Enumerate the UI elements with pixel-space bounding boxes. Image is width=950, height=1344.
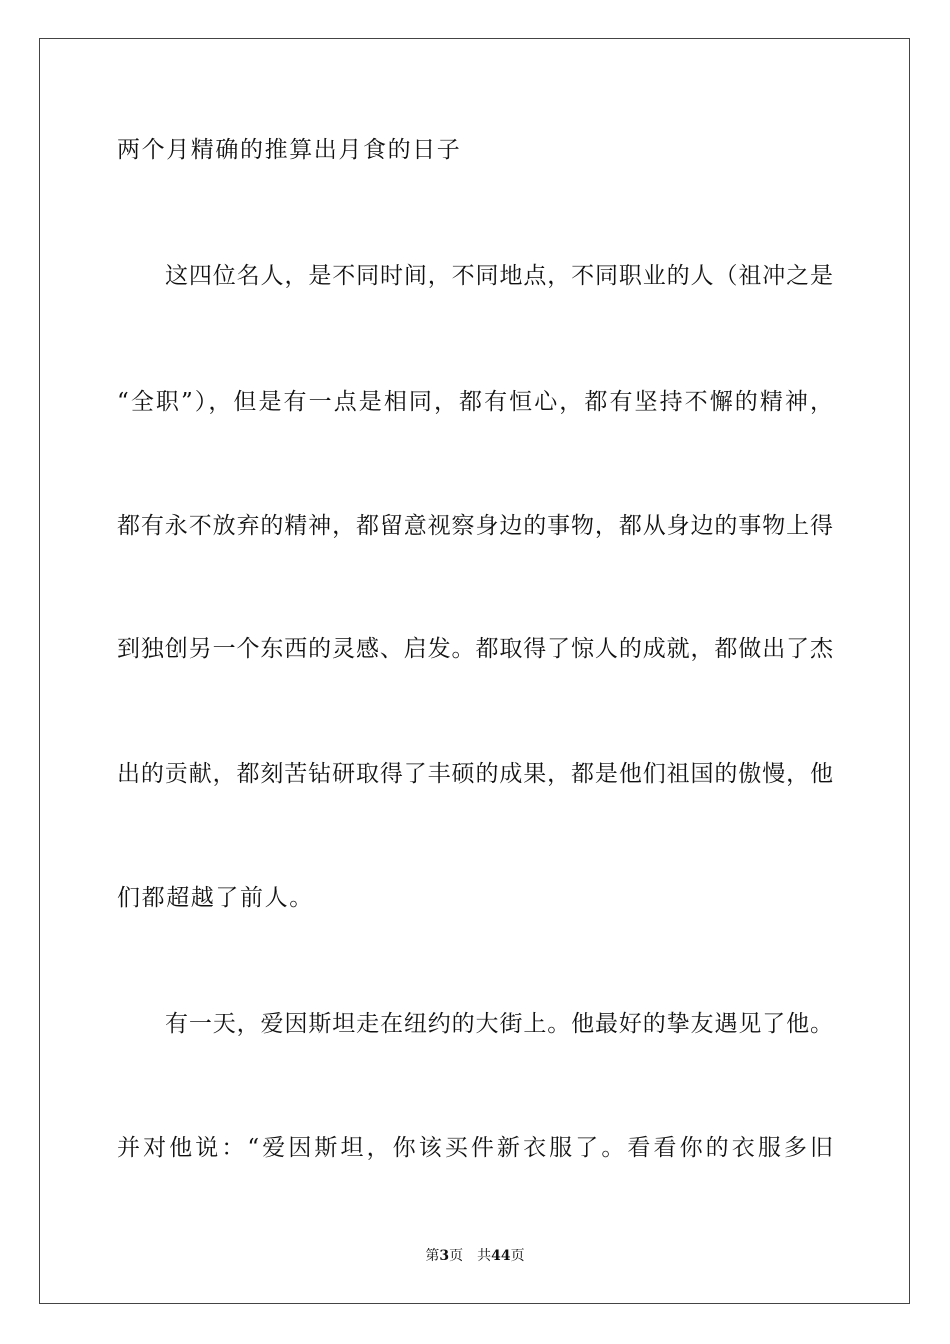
body-text-line-3: “全职”），但是有一点是相同，都有恒心，都有坚持不懈的精神， bbox=[117, 389, 833, 415]
body-text-line-4: 都有永不放弃的精神，都留意视察身边的事物，都从身边的事物上得 bbox=[117, 513, 833, 539]
body-text-line-5: 到独创另一个东西的灵感、启发。都取得了惊人的成就，都做出了杰 bbox=[117, 636, 833, 662]
body-text-line-1: 两个月精确的推算出月食的日子 bbox=[117, 137, 462, 163]
body-text-line-7: 们都超越了前人。 bbox=[117, 885, 314, 911]
body-text-line-8: 有一天，爱因斯坦走在纽约的大街上。他最好的挚友遇见了他。 bbox=[165, 1011, 833, 1037]
body-text-line-2: 这四位名人，是不同时间，不同地点，不同职业的人（祖冲之是 bbox=[165, 263, 833, 289]
page-footer bbox=[0, 1246, 950, 1266]
page-frame bbox=[39, 38, 910, 1304]
page-suffix: 页 bbox=[449, 1248, 464, 1264]
total-suffix: 页 bbox=[510, 1248, 525, 1264]
page-number: 3 bbox=[439, 1248, 450, 1264]
total-prefix: 共 bbox=[477, 1248, 492, 1264]
page-prefix: 第 bbox=[425, 1248, 440, 1264]
body-text-line-9: 并对他说：“爱因斯坦，你该买件新衣服了。看看你的衣服多旧 bbox=[117, 1135, 833, 1161]
body-text-line-6: 出的贡献，都刻苦钻研取得了丰硕的成果，都是他们祖国的傲慢，他 bbox=[117, 761, 833, 787]
total-pages: 44 bbox=[491, 1248, 511, 1264]
